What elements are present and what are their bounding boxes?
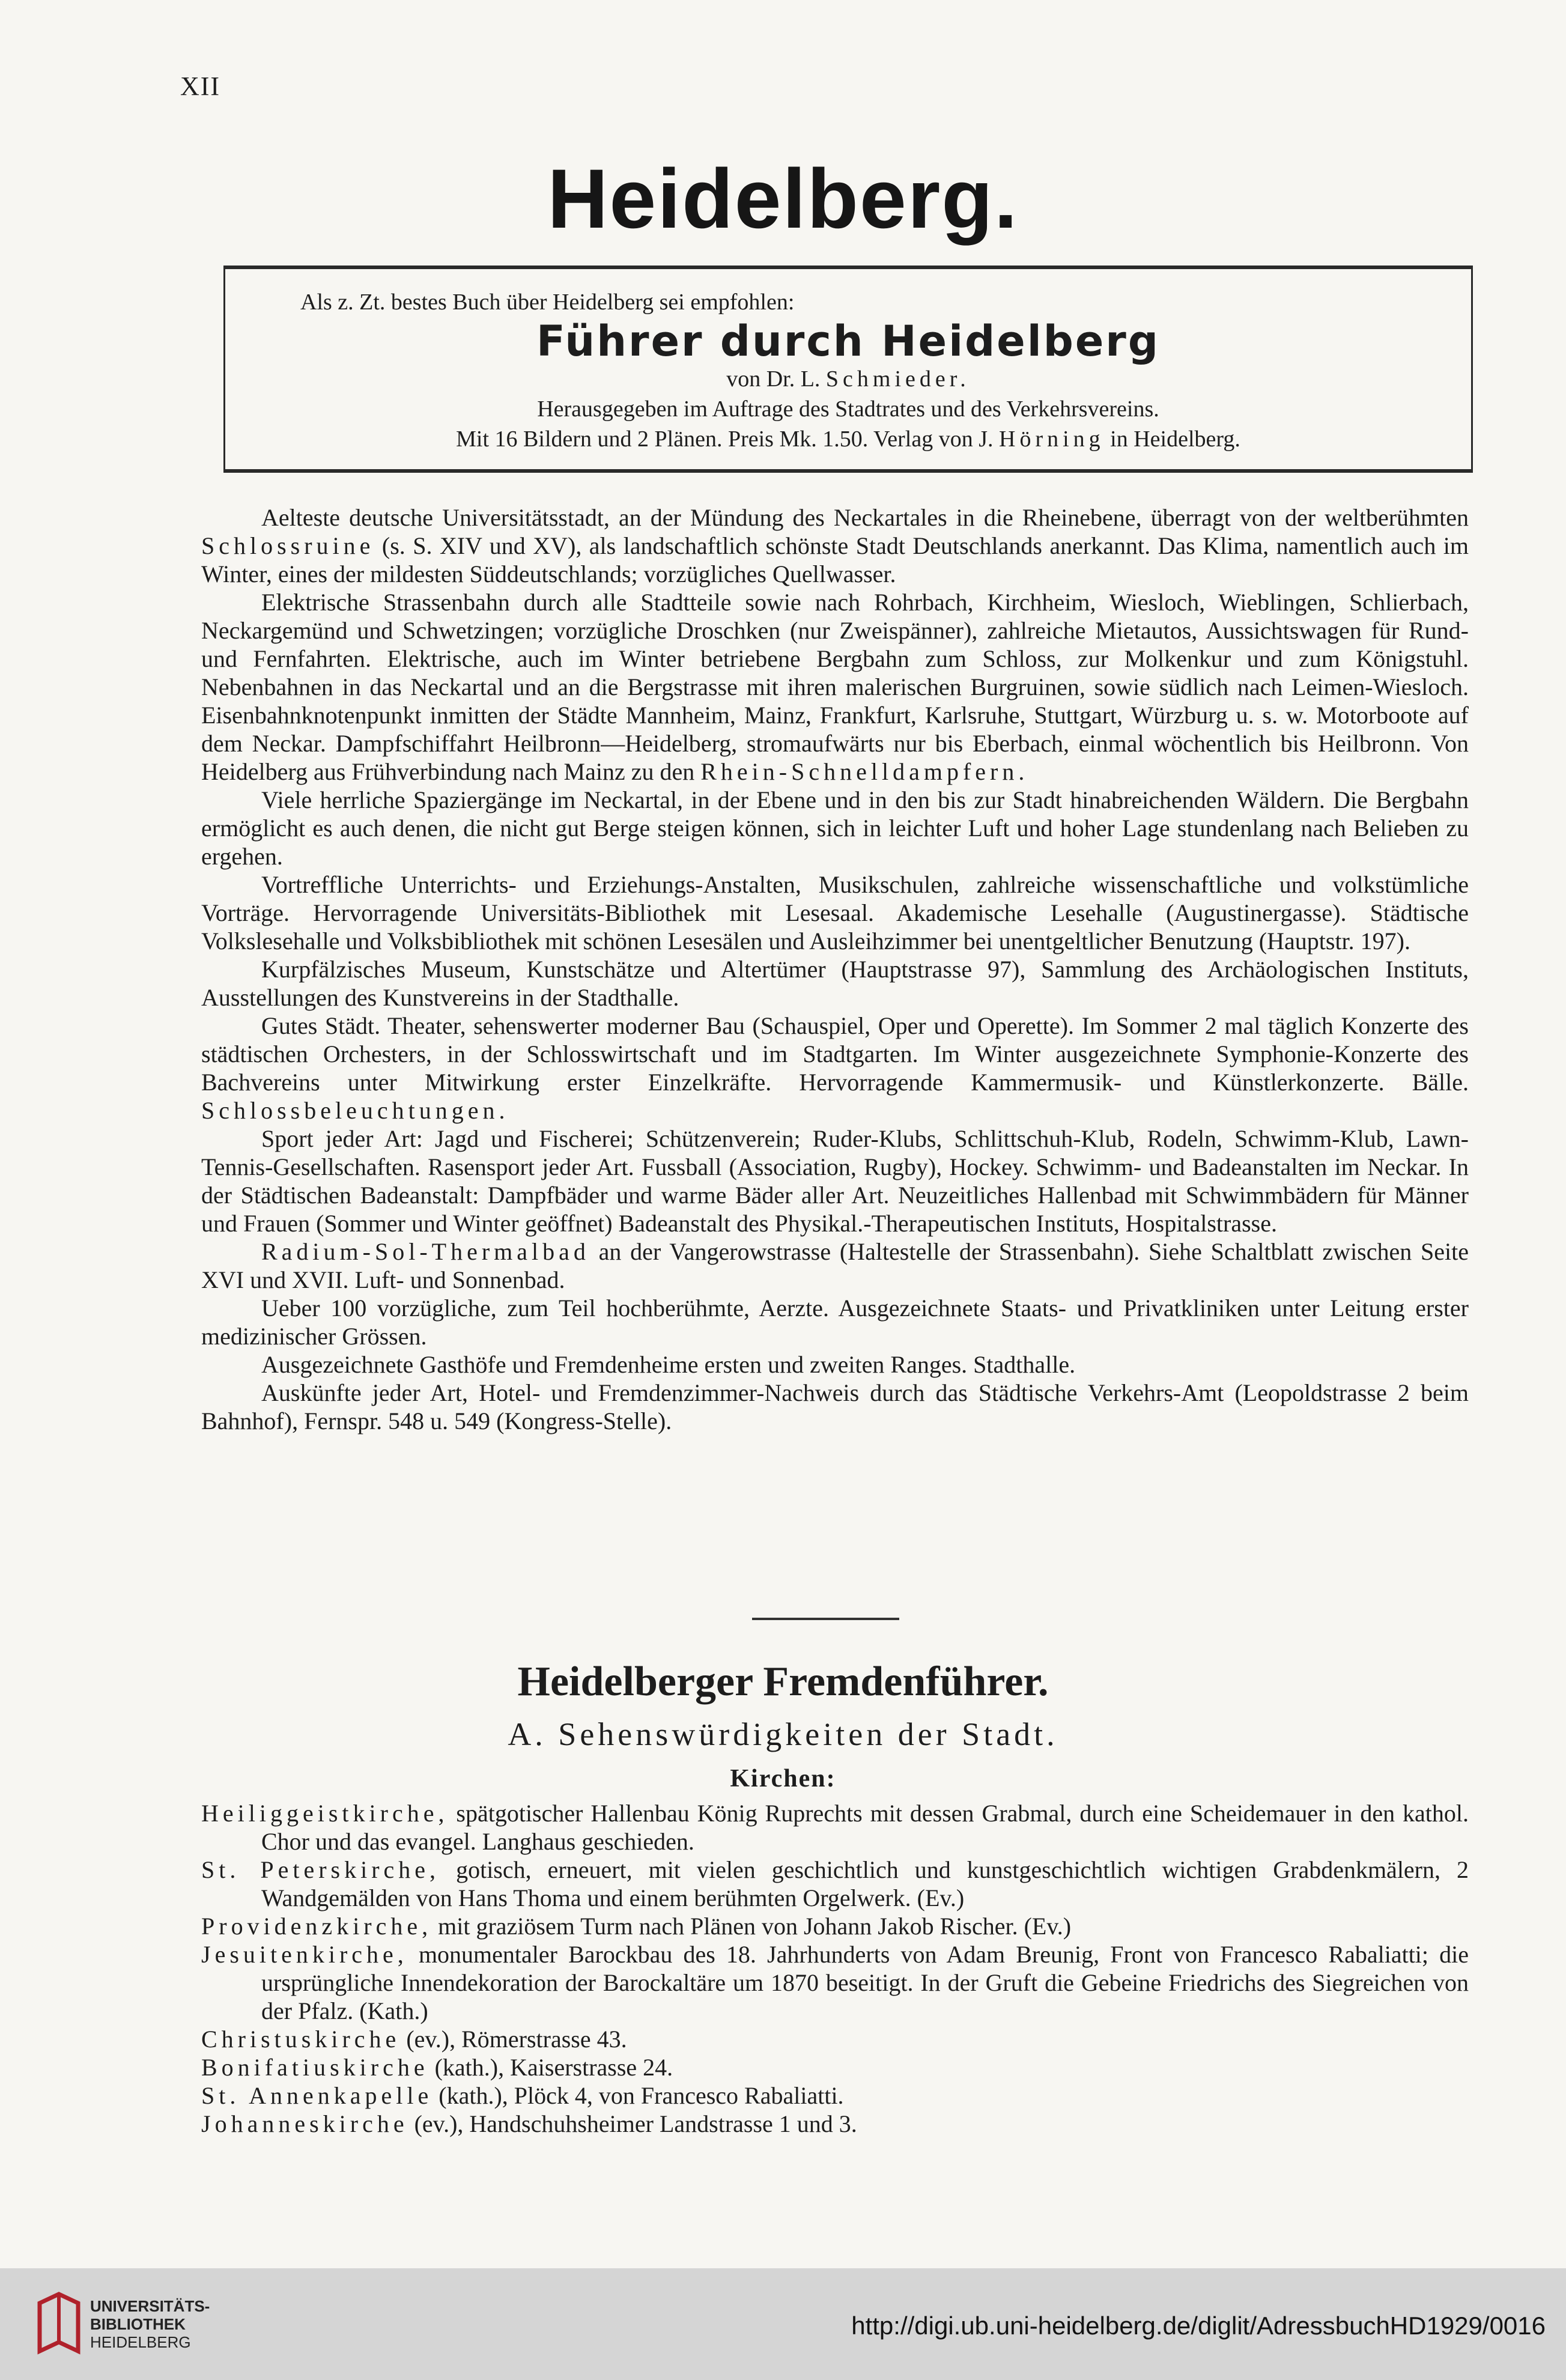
guide-subtitle: A. Sehenswürdigkeiten der Stadt. [508,1716,1058,1752]
text-run: an der Vangerowstrasse (Haltestelle der Strassenbahn). Siehe Schaltblatt zwischen Seite XVI und XVII. Luft- und Sonnenbad. [201,1238,1469,1293]
ad-author-name: Schmieder. [825,366,970,392]
text-run: Aelteste deutsche Universitätsstadt, an der Mündung des Neckartales in die Rheinebene, überragt von der weltberühmten [261,504,1469,531]
church-desc: (ev.), Handschuhsheimer Landstrasse 1 und 3. [414,2110,857,2137]
ad-price [225,424,1471,454]
church-name: Johanneskirche [201,2110,408,2137]
spaced-text: Radium-Sol-Thermalbad [261,1238,590,1265]
list-item [201,1856,1469,1912]
church-name: Heiliggeistkirche, [201,1800,449,1827]
page-number: XII [180,71,221,101]
spaced-text: Schlossruine [201,532,375,559]
ad-price-end: in Heidelberg. [1110,427,1240,452]
ad-price-name: Hörning [999,427,1105,452]
description-text [201,503,1469,1435]
ad-book-title: Führer durch Heidelberg [536,317,1160,366]
list-item [201,2081,1469,2110]
text-run: Gutes Städt. Theater, sehenswerter moderner Bau (Schauspiel, Oper und Operette). Im Sommer 2 mal täglich Konzerte des städtischen Orchesters, in der Schlosswirtschaft und im Stadtgarten. Im Winter ausgezeichnete Symphonie-Konzerte des Bachvereins unter Mitwirkung erster Einzelkräfte. Hervorragende Kammermusik- und Künstlerkonzerte. Bälle. [201,1012,1469,1096]
text-run: (s. S. XIV und XV), als landschaftlich schönste Stadt Deutschlands anerkannt. Das Klima, namentlich auch im Winter, eines der mildesten Süddeutschlands; vorzügliches Quellwasser. [201,532,1469,587]
logo-line: BIBLIOTHEK [90,2315,186,2333]
ad-publisher: Herausgegeben im Auftrage des Stadtrates und des Verkehrsvereins. [537,396,1159,422]
church-name: St. Annenkapelle [201,2082,433,2109]
list-item [201,1799,1469,1856]
paragraph-theater [201,1012,1469,1125]
paragraph-doctors: Ueber 100 vorzügliche, zum Teil hochberühmte, Aerzte. Ausgezeichnete Staats- und Privatkliniken unter Leitung erster medizinischer Grössen. [201,1295,1469,1350]
list-item [201,2053,1469,2081]
footer-bar [0,2268,1566,2380]
source-url-link[interactable]: http://digi.ub.uni-heidelberg.de/diglit/AdressbuchHD1929/0016 [851,2312,1546,2340]
churches-heading: Kirchen: [730,1765,836,1793]
library-logo-icon [35,2291,83,2357]
church-desc: mit graziösem Turm nach Plänen von Johann Jakob Rischer. (Ev.) [438,1913,1072,1940]
church-name: Christuskirche [201,2026,401,2053]
list-item [201,1912,1469,1940]
paragraph-walks: Viele herrliche Spaziergänge im Neckartal, in der Ebene und in den bis zur Stadt hinabreichenden Wäldern. Die Bergbahn ermöglicht es auch denen, die nicht gut Berge steigen können, sich in leichter Luft und hoher Lage stundenlang nach Belieben zu ergehen. [201,786,1469,870]
church-desc: (ev.), Römerstrasse 43. [406,2026,627,2053]
church-name: Jesuitenkirche, [201,1941,408,1968]
paragraph-thermalbad [201,1237,1469,1294]
list-item [201,1940,1469,2025]
guide-title: Heidelberger Fremdenführer. [517,1659,1049,1705]
paragraph-transport [201,588,1469,786]
library-logo-text [90,2297,210,2351]
spaced-text: Schlossbeleuchtungen. [201,1097,509,1124]
list-item [201,2025,1469,2053]
spaced-text: Rhein-Schnelldampfern. [700,758,1029,785]
church-desc: spätgotischer Hallenbau König Ruprechts mit dessen Grabmal, durch eine Scheidemauer in den kathol. Chor und das evangel. Langhaus geschieden. [261,1800,1469,1855]
section-divider [752,1618,899,1620]
church-name: St. Peterskirche, [201,1856,440,1883]
church-name: Providenzkirche, [201,1913,432,1940]
church-desc: monumentaler Barockbau des 18. Jahrhunderts von Adam Breunig, Front von Francesco Rabaliatti; die ursprüngliche Innendekoration der Barockaltäre um 1870 beseitigt. In der Gruft die Gebeine Friedrichs des Siegreichen von der Pfalz. (Kath.) [261,1941,1469,2024]
paragraph-info: Auskünfte jeder Art, Hotel- und Fremdenzimmer-Nachweis durch das Städtische Verkehrs-Amt (Leopoldstrasse 2 beim Bahnhof), Fernspr. 548 u. 549 (Kongress-Stelle). [201,1379,1469,1434]
text-run: Elektrische Strassenbahn durch alle Stadtteile sowie nach Rohrbach, Kirchheim, Wiesloch, Wieblingen, Schlierbach, Neckargemünd und Schwetzingen; vorzügliche Droschken (nur Zweispänner), zahlreiche Mietautos, Aussichtswagen für Rund- und Fernfahrten. Elektrische, auch im Winter betriebene Bergbahn zum Schloss, zur Molkenkur und zum Königstuhl. Nebenbahnen in das Neckartal und an die Bergstrasse mit ihren malerischen Burgruinen, sowie südlich nach Leimen-Wiesloch. Eisenbahnknotenpunkt inmitten der Städte Mannheim, Mainz, Frankfurt, Karlsruhe, Stuttgart, Würzburg u. s. w. Motorboote auf dem Neckar. Dampfschiffahrt Heilbronn—Heidelberg, stromaufwärts nur bis Eberbach, einmal wöchentlich bis Heilbronn. Von Heidelberg aus Frühverbindung nach Mainz zu den [201,589,1469,785]
paragraph-museum: Kurpfälzisches Museum, Kunstschätze und Altertümer (Hauptstrasse 97), Sammlung des Archäologischen Instituts, Ausstellungen des Kunstvereins in der Stadthalle. [201,956,1469,1011]
page-title: Heidelberg. [547,151,1019,246]
logo-line: UNIVERSITÄTS- [90,2297,210,2315]
ad-intro: Als z. Zt. bestes Buch über Heidelberg sei empfohlen: [300,290,795,315]
church-desc: (kath.), Kaiserstrasse 24. [434,2054,673,2081]
logo-line: HEIDELBERG [90,2333,191,2351]
paragraph-sport: Sport jeder Art: Jagd und Fischerei; Schützenverein; Ruder-Klubs, Schlittschuh-Klub, Rodeln, Schwimm-Klub, Lawn-Tennis-Gesellschaften. Rasensport jeder Art. Fussball (Association, Rugby), Hockey. Schwimm- und Badeanstalten im Neckar. In der Städtischen Badeanstalt: Dampfbäder und warme Bäder aller Art. Neuzeitliches Hallenbad mit Schwimmbädern für Männer und Frauen (Sommer und Winter geöffnet) Badeanstalt des Physikal.-Therapeutischen Instituts, Hospitalstrasse. [201,1125,1469,1237]
church-list [201,1799,1469,2138]
ad-author [225,364,1471,394]
ad-author-prefix: von Dr. L. [726,366,821,392]
paragraph-education: Vortreffliche Unterrichts- und Erziehungs-Anstalten, Musikschulen, zahlreiche wissenschaftliche und volkstümliche Vorträge. Hervorragende Universitäts-Bibliothek mit Lesesaal. Akademische Lesehalle (Augustinergasse). Städtische Volkslesehalle und Volksbibliothek mit schönen Lesesälen und Ausleihzimmer bei unentgeltlicher Benutzung (Hauptstr. 197). [201,871,1469,955]
book-advertisement [223,266,1473,473]
paragraph-hotels: Ausgezeichnete Gasthöfe und Fremdenheime ersten und zweiten Ranges. Stadthalle. [261,1351,1076,1378]
church-name: Bonifatiuskirche [201,2054,429,2081]
church-desc: gotisch, erneuert, mit vielen geschichtlich und kunstgeschichtlich wichtigen Grabdenkmälern, 2 Wandgemälden von Hans Thoma und einem berühmten Orgelwerk. (Ev.) [261,1856,1469,1911]
ad-price-start: Mit 16 Bildern und 2 Plänen. Preis Mk. 1.50. Verlag von J. [456,427,994,452]
church-desc: (kath.), Plöck 4, von Francesco Rabaliatti. [439,2082,844,2109]
paragraph-intro [201,503,1469,588]
list-item [201,2110,1469,2138]
